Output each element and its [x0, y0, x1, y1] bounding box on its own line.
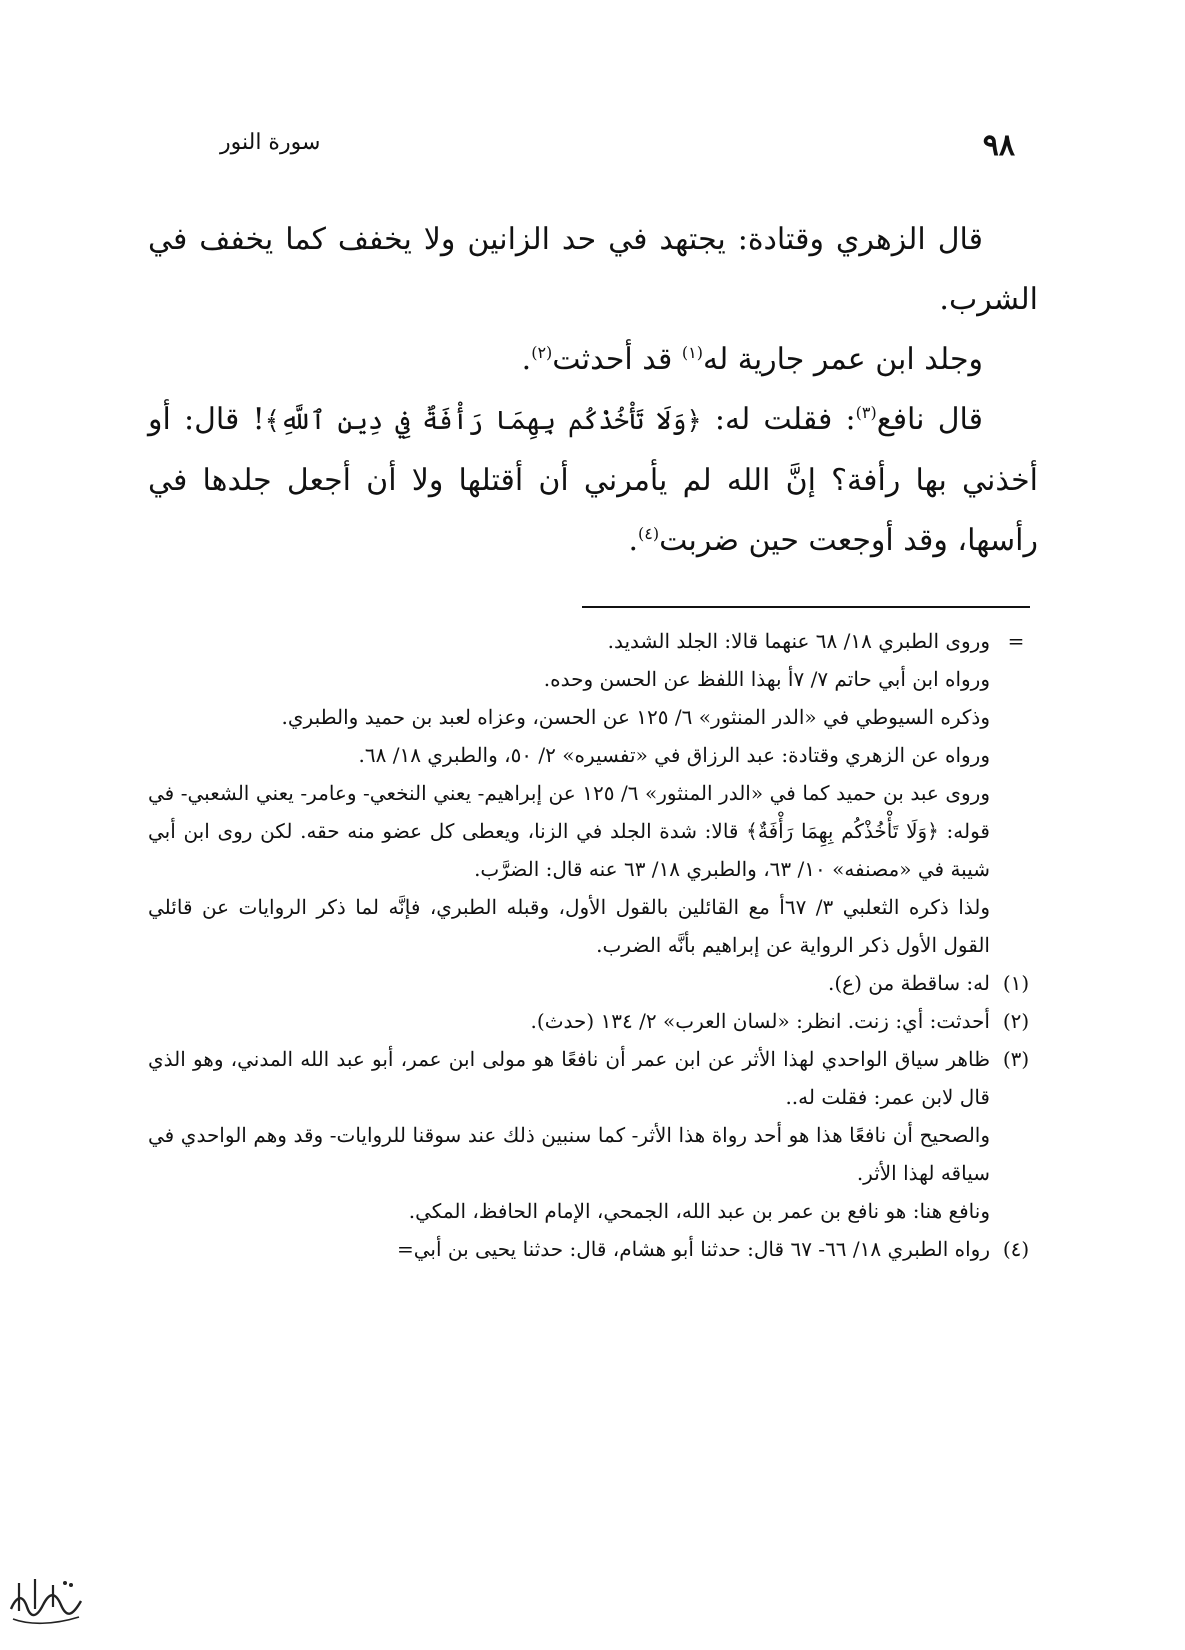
footnote-text: وروى عبد بن حميد كما في «الدر المنثور» ٦/ ١٢٥ عن إبراهيم- يعني النخعي- وعامر- يعني الشعبي- في قوله:: [148, 781, 990, 843]
footnote-ref[interactable]: (١): [681, 343, 703, 362]
footnote-text: له: ساقطة من (ع).: [827, 971, 990, 995]
main-paragraph: [148, 210, 1038, 330]
main-paragraph: [148, 330, 1038, 390]
footnote-text: والصحيح أن نافعًا هذا هو أحد رواة هذا الأثر- كما سنبين ذلك عند سوقنا للروايات- وقد وهم الواحدي في سياقه لهذا الأثر.: [148, 1123, 990, 1185]
footnote-line: ولذا ذكره الثعلبي ٣/ ٦٧أ مع القائلين بالقول الأول، وقبله الطبري، فإنَّه لما ذكر الروايات عن قائلي القول الأول ذكر الرواية عن إبراهيم بأنَّه الضرب.: [148, 895, 990, 957]
continuation-mark: =: [1007, 629, 1025, 653]
main-paragraph: [148, 390, 1038, 571]
paragraph-text: وجلد ابن عمر جارية له: [702, 342, 983, 377]
footnote-separator: [582, 606, 1030, 608]
paragraph-text: ! قال: أو أخذني بها رأفة؟ إنَّ الله لم يأمرني أن أقتلها ولا أن أجعل جلدها في رأسها، وقد أوجعت حين ضربت: [148, 402, 1038, 558]
footnote-4: [148, 1230, 1038, 1268]
footnote-text: رواه الطبري ١٨/ ٦٦- ٦٧ قال: حدثنا أبو هشام، قال: حدثنا يحيى بن أبي=: [396, 1237, 990, 1261]
footnote-text: قالا: شدة الجلد في الزنا، ويعطى كل عضو منه حقه. لكن روى ابن أبي شيبة في «مصنفه» ١٠/ ٦٣، والطبري ١٨/ ٦٣ عنه قال: الضرَّب.: [148, 819, 990, 881]
footnote-number: (١): [1002, 971, 1030, 995]
footnote-line: ورواه ابن أبي حاتم ٧/ ٧أ بهذا اللفظ عن الحسن وحده.: [543, 667, 990, 691]
quran-verse: ﴿وَلَا تَأْخُذْكُم بِهِمَا رَأْفَةٌ فِي دِينِ ٱللَّهِ﴾: [264, 406, 702, 436]
footnote-line: وروى الطبري ١٨/ ٦٨ عنهما قالا: الجلد الشديد.: [607, 629, 990, 653]
quran-verse: ﴿وَلَا تَأْخُذْكُم بِهِمَا رَأْفَةٌ﴾: [746, 819, 939, 843]
footnote-continuation: [148, 622, 1038, 964]
footnote-line: وذكره السيوطي في «الدر المنثور» ٦/ ١٢٥ عن الحسن، وعزاه لعبد بن حميد والطبري.: [281, 705, 990, 729]
footnote-number: (٣): [1002, 1047, 1030, 1071]
footnote-ref[interactable]: (٢): [531, 343, 553, 362]
footnote-2: [148, 1002, 1038, 1040]
footnote-3: [148, 1040, 1038, 1230]
page-header: [150, 128, 1015, 168]
footnote-text: ظاهر سياق الواحدي لهذا الأثر عن ابن عمر أن نافعًا هو مولى ابن عمر، أبو عبد الله المدني، وهو الذي قال لابن عمر: فقلت له..: [148, 1047, 990, 1109]
running-title: سورة النور: [220, 130, 321, 155]
footnote-number: (٤): [1002, 1237, 1030, 1261]
footnote-line: [148, 774, 990, 888]
footnote-text: ونافع هنا: هو نافع بن عمر بن عبد الله، الجمحي، الإمام الحافظ، المكي.: [408, 1199, 990, 1223]
footnotes: [148, 622, 1038, 1268]
page-number: ٩٨: [982, 128, 1015, 163]
calligraphy-logo-icon: [5, 1565, 87, 1633]
paragraph-text: : فقلت له:: [701, 402, 856, 437]
footnote-1: [148, 964, 1038, 1002]
paragraph-text: قال الزهري وقتادة: يجتهد في حد الزانين ولا يخفف كما يخفف في الشرب.: [148, 222, 1038, 317]
footnote-number: (٢): [1002, 1009, 1030, 1033]
footnote-line: ورواه عن الزهري وقتادة: عبد الرزاق في «تفسيره» ٢/ ٥٠، والطبري ١٨/ ٦٨.: [358, 743, 990, 767]
paragraph-text: قد أحدثت: [552, 342, 682, 377]
footnote-text: أحدثت: أي: زنت. انظر: «لسان العرب» ٢/ ١٣٤ (حدث).: [530, 1009, 990, 1033]
footnote-ref[interactable]: (٣): [855, 403, 877, 422]
main-text: [148, 210, 1038, 571]
paragraph-text: .: [521, 342, 532, 377]
footnote-ref[interactable]: (٤): [638, 524, 660, 543]
paragraph-text: قال نافع: [876, 402, 983, 437]
paragraph-text: .: [628, 523, 638, 558]
